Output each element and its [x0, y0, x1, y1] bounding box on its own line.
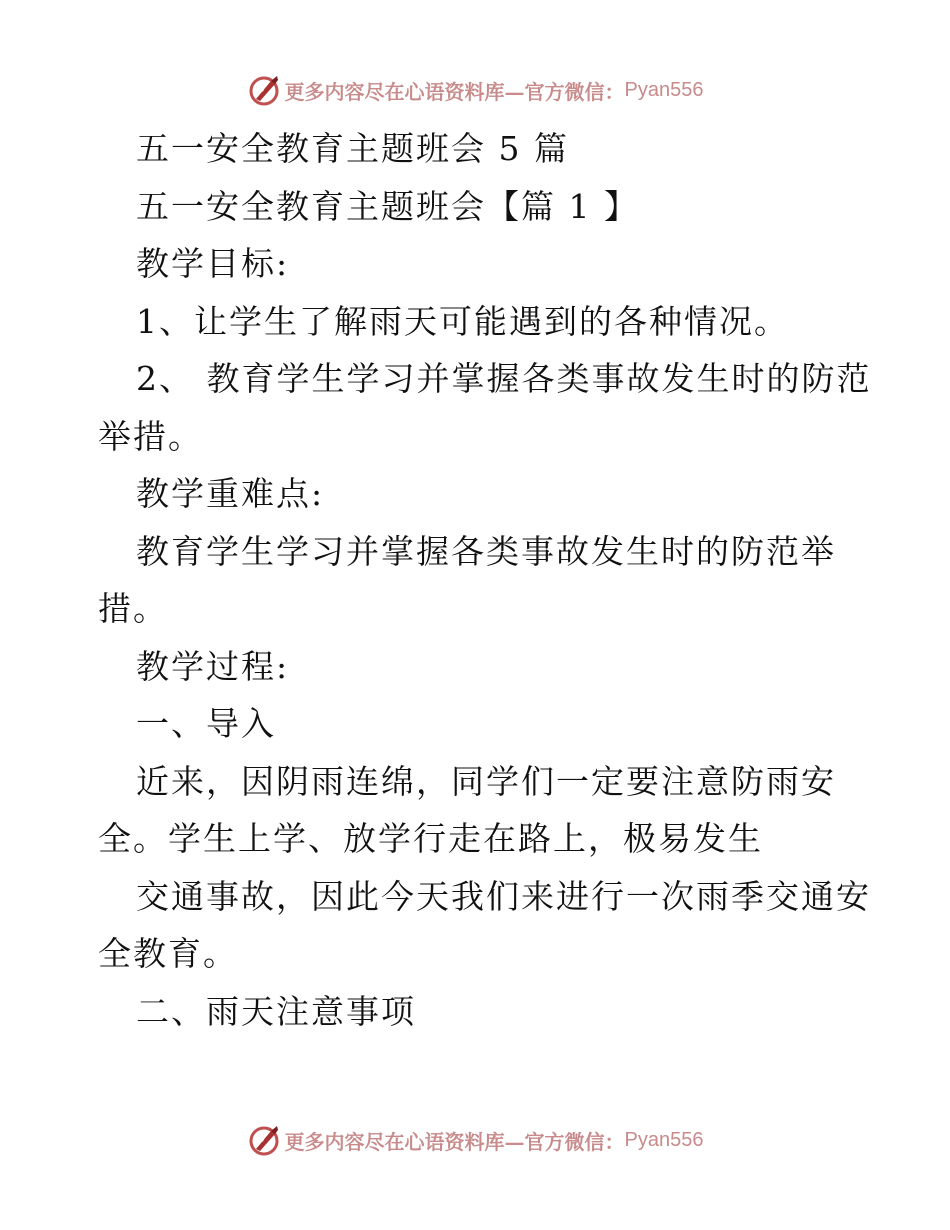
text-line: 教学重难点: — [136, 474, 325, 513]
text-line: 全。学生上学、放学行走在路上，极易发生 — [98, 819, 763, 858]
text-line: 举措。 — [98, 416, 203, 456]
header-text: 更多内容尽在心语资料库—官方微信： — [284, 79, 625, 104]
text-line: 近来，因阴雨连绵，同学们一定要注意防雨安 — [136, 761, 836, 801]
footer-wechat-id: Pyan556 — [624, 1128, 704, 1151]
footer-banner — [0, 1120, 950, 1160]
header-wechat-id: Pyan556 — [624, 78, 704, 101]
text-line: 一、导入 — [136, 704, 276, 743]
text-line: 教育学生学习并掌握各类事故发生时的防范举 — [136, 531, 836, 571]
text-line: 五一安全教育主题班会 5 篇 — [136, 129, 569, 168]
text-line: 2、 教育学生学习并掌握各类事故发生时的防范 — [136, 359, 872, 398]
brand-logo-icon — [247, 1123, 281, 1157]
document-body — [98, 120, 872, 1040]
text-line: 五一安全教育主题班会【篇 1 】 — [136, 186, 639, 226]
text-line: 措。 — [98, 589, 168, 628]
brand-logo-icon — [247, 73, 281, 107]
text-line: 二、雨天注意事项 — [136, 991, 416, 1031]
text-line: 教学过程: — [136, 646, 290, 686]
text-line: 交通事故，因此今天我们来进行一次雨季交通安 — [136, 876, 871, 916]
text-line: 全教育。 — [98, 934, 238, 973]
text-line: 1、让学生了解雨天可能遇到的各种情况。 — [136, 301, 789, 341]
header-banner — [0, 70, 950, 110]
footer-text: 更多内容尽在心语资料库—官方微信： — [284, 1129, 625, 1154]
text-line: 教学目标: — [136, 244, 290, 283]
